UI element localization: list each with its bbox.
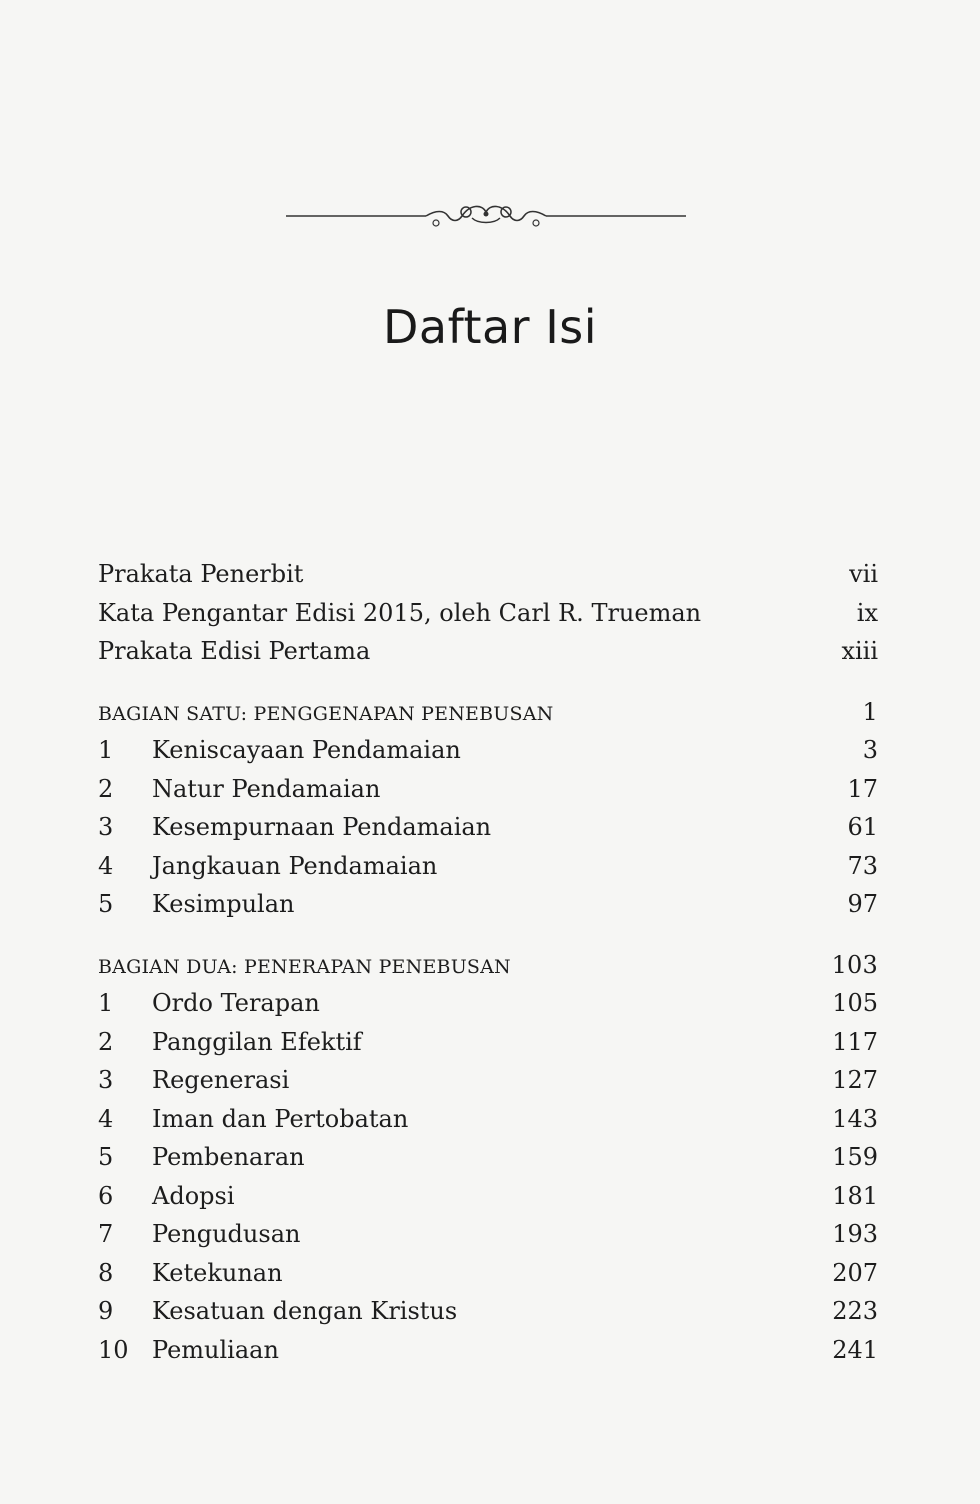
- chapter-title: Kesempurnaan Pendamaian: [152, 813, 492, 841]
- chapter-title: Adopsi: [152, 1181, 235, 1210]
- chapter-entry: [98, 1336, 878, 1375]
- chapter-number: 1: [98, 989, 114, 1017]
- chapter-entry: [98, 1028, 878, 1067]
- chapter-number: 5: [98, 1143, 114, 1171]
- chapter-page: 61: [847, 813, 878, 841]
- chapter-number: 4: [98, 851, 114, 880]
- chapter-title: Pembenaran: [152, 1143, 305, 1171]
- chapter-page: 17: [847, 774, 878, 803]
- chapter-title: Pemuliaan: [152, 1335, 279, 1364]
- chapter-number: 2: [98, 1027, 114, 1056]
- toc-entry-page: vii: [849, 560, 878, 588]
- section-spacer: [98, 676, 878, 698]
- chapter-entry: [98, 852, 878, 891]
- chapter-title: Iman dan Pertobatan: [152, 1104, 409, 1133]
- part-heading-page: 103: [831, 950, 878, 979]
- chapter-number: 5: [98, 890, 114, 918]
- chapter-page: 143: [832, 1104, 878, 1133]
- part-heading-page: 1: [862, 697, 878, 726]
- chapter-entry: [98, 1066, 878, 1105]
- chapter-title: Ordo Terapan: [152, 989, 320, 1017]
- chapter-entry: [98, 989, 878, 1028]
- chapter-number: 4: [98, 1104, 114, 1133]
- chapter-entry: [98, 775, 878, 814]
- chapter-entry: [98, 813, 878, 852]
- chapter-entry: [98, 736, 878, 775]
- chapter-number: 6: [98, 1181, 114, 1210]
- chapter-entry: [98, 1220, 878, 1259]
- chapter-title: Keniscayaan Pendamaian: [152, 736, 461, 764]
- chapter-page: 105: [832, 989, 878, 1017]
- chapter-entry: [98, 1297, 878, 1336]
- chapter-entry: [98, 1259, 878, 1298]
- toc-entry-prakata-penerbit: [98, 560, 878, 599]
- page-title: Daftar Isi: [382, 300, 598, 354]
- chapter-number: 7: [98, 1220, 114, 1248]
- chapter-page: 181: [832, 1181, 878, 1210]
- chapter-page: 241: [832, 1335, 878, 1364]
- chapter-title: Natur Pendamaian: [152, 774, 381, 803]
- chapter-entry: [98, 1105, 878, 1144]
- chapter-number: 10: [98, 1335, 129, 1364]
- chapter-title: Kesimpulan: [152, 890, 295, 918]
- part-heading-one: [98, 698, 878, 737]
- chapter-number: 9: [98, 1297, 114, 1325]
- chapter-page: 73: [847, 851, 878, 880]
- chapter-page: 3: [862, 736, 878, 764]
- part-heading-label: BAGIAN SATU: PENGGENAPAN PENEBUSAN: [98, 702, 554, 725]
- decorative-ornament: [286, 196, 686, 236]
- chapter-entry: [98, 1182, 878, 1221]
- chapter-number: 8: [98, 1258, 114, 1287]
- chapter-page: 97: [847, 890, 878, 918]
- toc-entry-page: ix: [856, 598, 878, 627]
- chapter-page: 117: [832, 1027, 878, 1056]
- chapter-title: Panggilan Efektif: [152, 1027, 362, 1056]
- chapter-title: Kesatuan dengan Kristus: [152, 1297, 458, 1325]
- toc-entry-label: Kata Pengantar Edisi 2015, oleh Carl R. Trueman: [98, 598, 702, 627]
- toc-entry-label: Prakata Penerbit: [98, 560, 304, 588]
- part-heading-two: [98, 951, 878, 990]
- chapter-title: Jangkauan Pendamaian: [152, 851, 438, 880]
- chapter-title: Pengudusan: [152, 1220, 301, 1248]
- chapter-number: 3: [98, 813, 114, 841]
- chapter-number: 1: [98, 736, 114, 764]
- chapter-page: 207: [832, 1258, 878, 1287]
- toc-entry-page: xiii: [841, 637, 878, 665]
- toc-entry-prakata-edisi-pertama: [98, 637, 878, 676]
- part-heading-label: BAGIAN DUA: PENERAPAN PENEBUSAN: [98, 955, 511, 978]
- toc-entry-label: Prakata Edisi Pertama: [98, 637, 371, 665]
- chapter-entry: [98, 890, 878, 929]
- chapter-number: 2: [98, 774, 114, 803]
- chapter-title: Ketekunan: [152, 1258, 283, 1287]
- chapter-page: 193: [832, 1220, 878, 1248]
- section-spacer: [98, 929, 878, 951]
- chapter-title: Regenerasi: [152, 1066, 290, 1094]
- chapter-page: 223: [832, 1297, 878, 1325]
- chapter-page: 127: [832, 1066, 878, 1094]
- chapter-number: 3: [98, 1066, 114, 1094]
- chapter-page: 159: [832, 1143, 878, 1171]
- toc-entry-kata-pengantar: [98, 599, 878, 638]
- chapter-entry: [98, 1143, 878, 1182]
- table-of-contents: [98, 560, 878, 1374]
